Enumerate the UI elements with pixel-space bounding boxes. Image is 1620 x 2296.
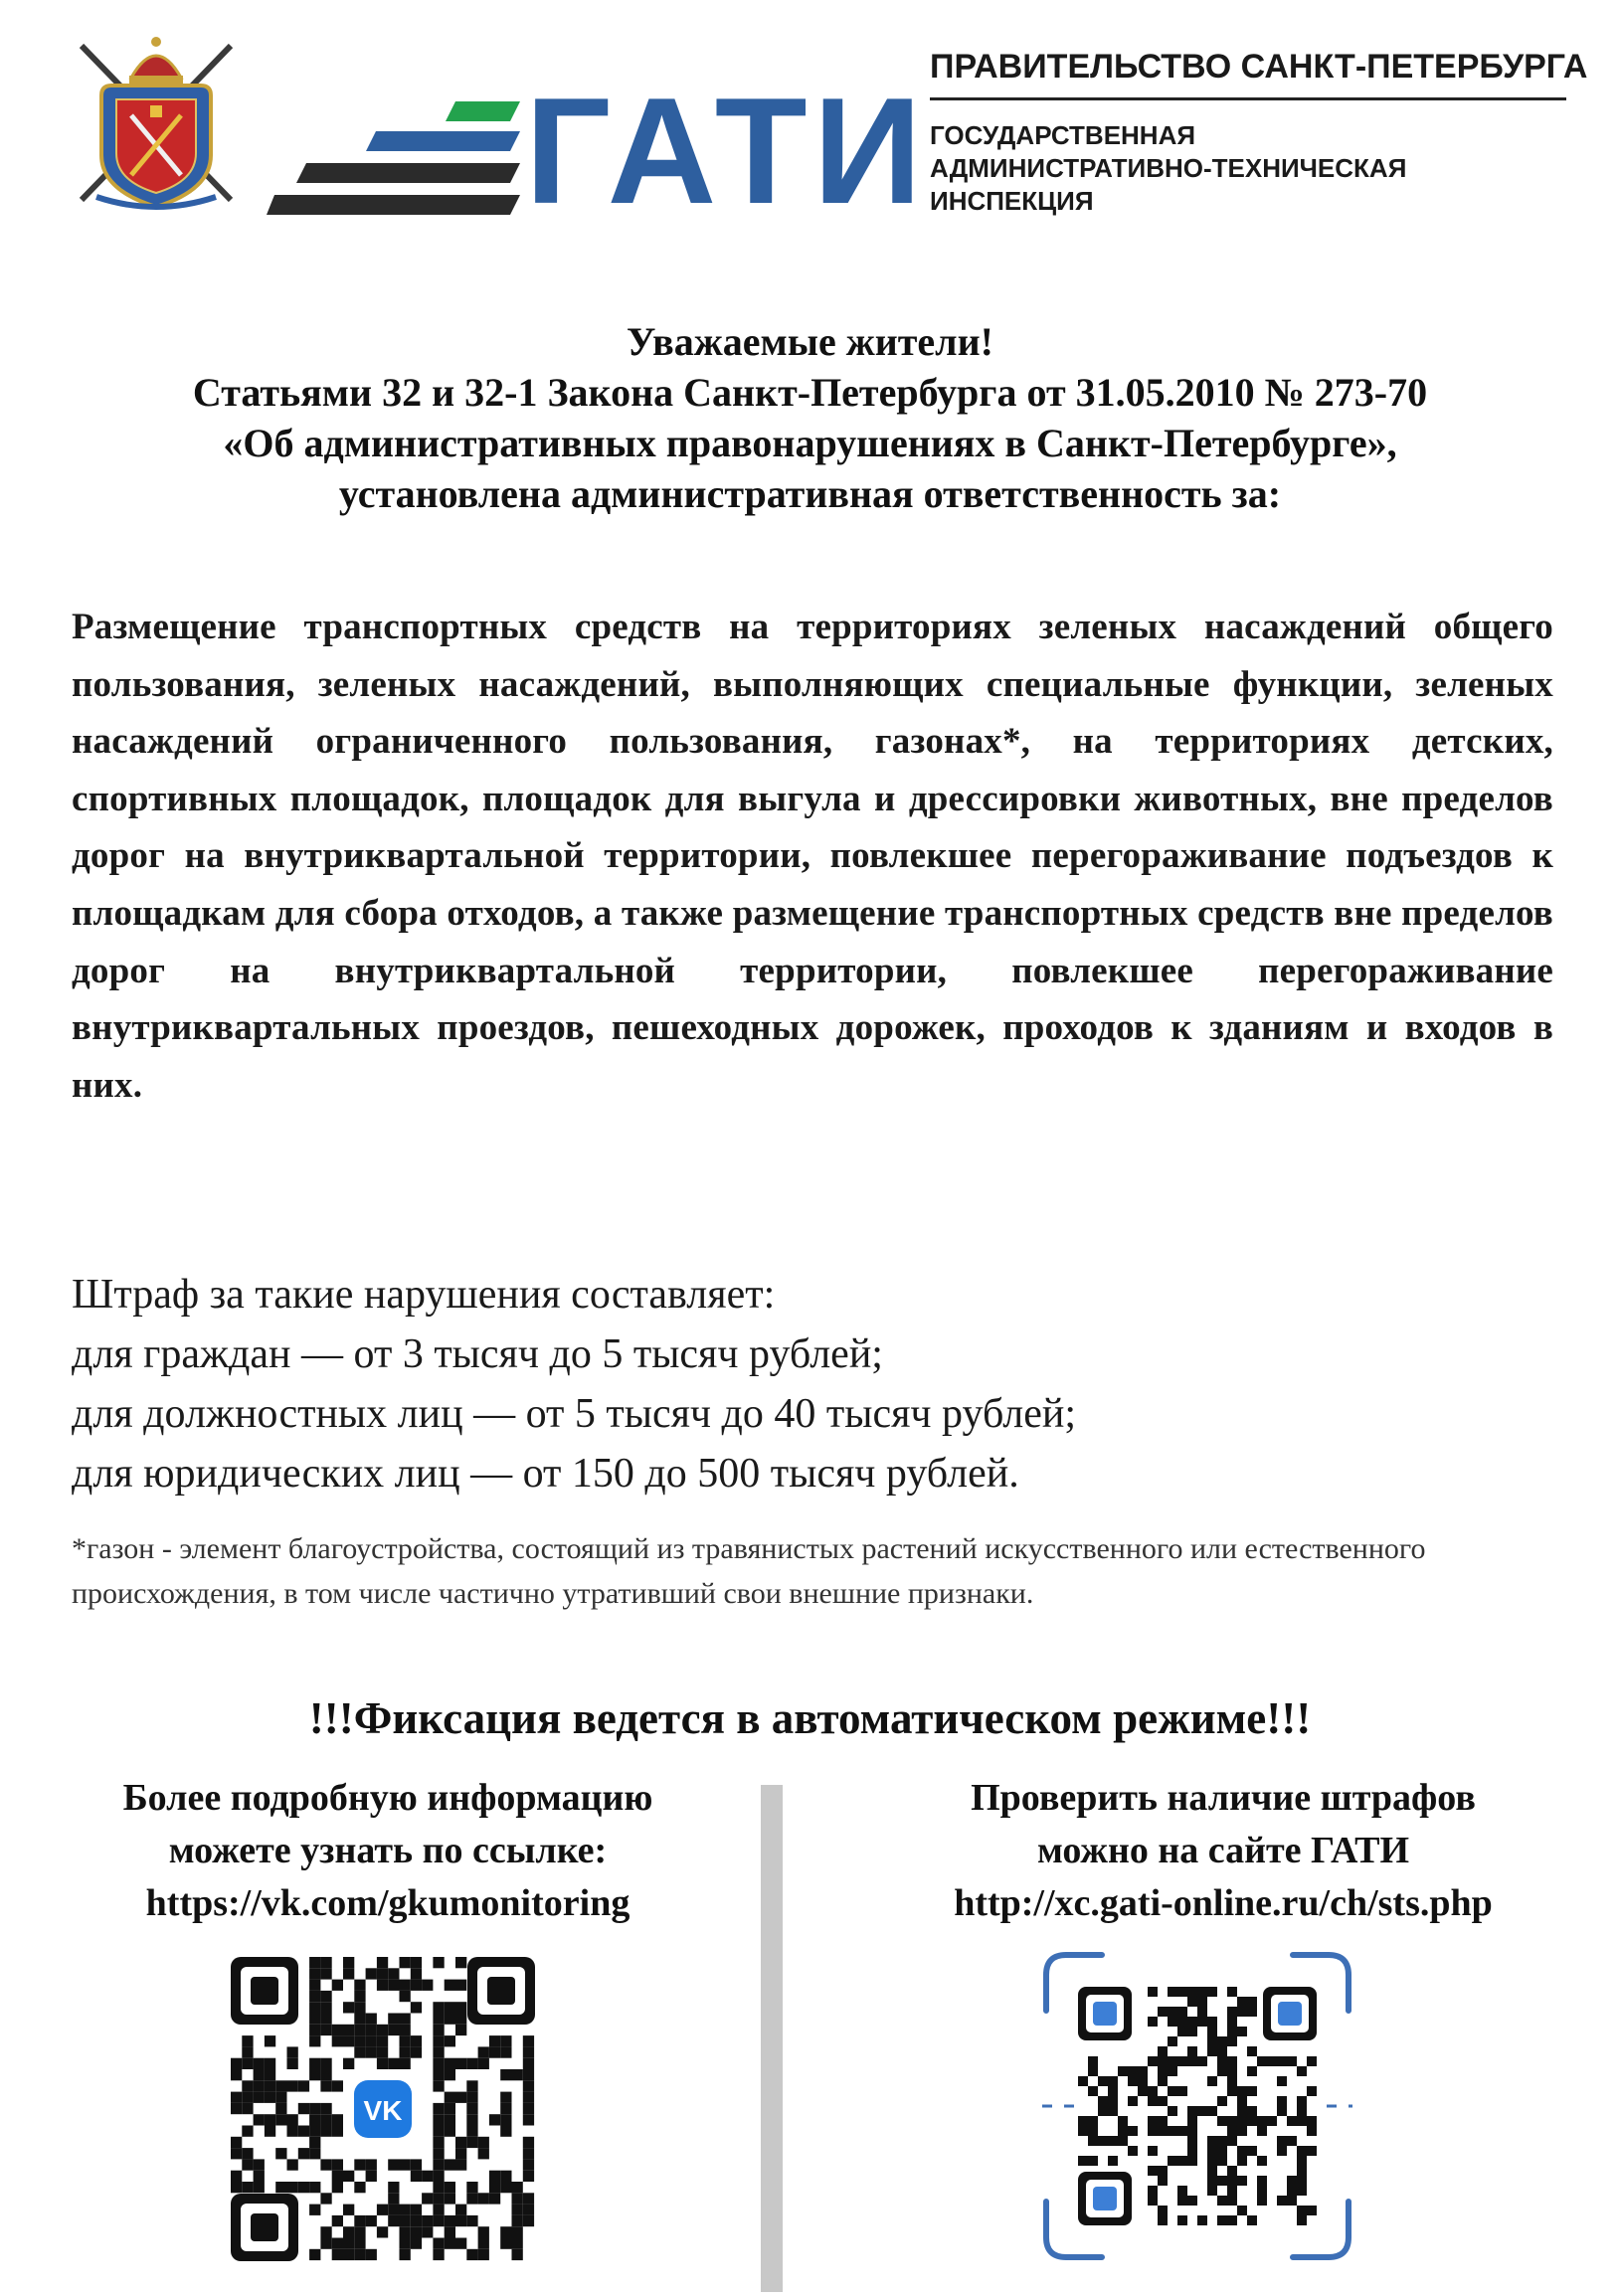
- check-fines-block: [855, 1772, 1591, 1930]
- violation-description: Размещение транспортных средств на территориях зеленых насаждений общего пользования, зеленых насаждений, выполняющих специальные функции, зеленых насаждений ограниченного пользования, газонах*, на территориях детских, спортивных площадок, площадок для выгула и дрессировки животных, вне пределов дорог на внутриквартальной территории, повлекшее перегораживание подъездов к площадкам для сбора отходов, а также размещение транспортных средств вне пределов дорог на внутриквартальной территории, повлекшее перегораживание внутриквартальных проездов, пешеходных дорожек, проходов к зданиям и входов в них.: [72, 607, 1553, 1106]
- more-info-block: [40, 1772, 736, 1930]
- agency-name: [930, 119, 1406, 218]
- headline-line: «Об административных правонарушениях в Санкт-Петербурге»,: [223, 421, 1397, 465]
- check-fines-line: Проверить наличие штрафов: [971, 1777, 1476, 1819]
- gati-link[interactable]: http://xc.gati-online.ru/ch/sts.php: [954, 1882, 1493, 1924]
- government-title: ПРАВИТЕЛЬСТВО САНКТ-ПЕТЕРБУРГА: [930, 48, 1588, 86]
- lawn-footnote: *газон - элемент благоустройства, состоящий из травянистых растений искусственного или естественного происхождения, в том числе частично утративший свои внешние признаки.: [72, 1532, 1426, 1610]
- gati-qr-code-icon[interactable]: [1042, 1951, 1352, 2261]
- fines-list: [72, 1265, 1076, 1503]
- vk-qr-code-icon[interactable]: [231, 1957, 535, 2261]
- gati-logo-text: ГАТИ: [525, 67, 928, 236]
- header-divider: [930, 97, 1566, 100]
- coat-of-arms-icon: [62, 26, 251, 215]
- fine-legal-entities: для юридических лиц — от 150 до 500 тысяч рублей.: [72, 1451, 1019, 1497]
- column-divider: [761, 1785, 783, 2292]
- headline-line: установлена административная ответственность за:: [338, 471, 1282, 516]
- headline: [0, 316, 1620, 519]
- vk-link[interactable]: https://vk.com/gkumonitoring: [145, 1882, 630, 1924]
- headline-line: Статьями 32 и 32-1 Закона Санкт-Петербурга от 31.05.2010 № 273-70: [192, 370, 1428, 415]
- headline-greeting: Уважаемые жители!: [627, 319, 993, 364]
- fine-officials: для должностных лиц — от 5 тысяч до 40 тысяч рублей;: [72, 1391, 1077, 1437]
- more-info-line: Более подробную информацию: [122, 1777, 653, 1819]
- fine-citizens: для граждан — от 3 тысяч до 5 тысяч рублей;: [72, 1331, 883, 1377]
- auto-fixation-notice: !!!Фиксация ведется в автоматическом режиме!!!: [308, 1693, 1312, 1743]
- vk-badge-icon: VK: [363, 2095, 403, 2126]
- more-info-line: можете узнать по ссылке:: [168, 1830, 608, 1871]
- check-fines-line: можно на сайте ГАТИ: [1036, 1830, 1410, 1871]
- fines-heading: Штраф за такие нарушения составляет:: [72, 1272, 776, 1318]
- agency-line: ГОСУДАРСТВЕННАЯ: [930, 120, 1196, 150]
- gati-logo-stripes-icon: [267, 99, 520, 217]
- agency-line: АДМИНИСТРАТИВНО-ТЕХНИЧЕСКАЯ: [930, 153, 1407, 183]
- agency-line: ИНСПЕКЦИЯ: [930, 186, 1094, 216]
